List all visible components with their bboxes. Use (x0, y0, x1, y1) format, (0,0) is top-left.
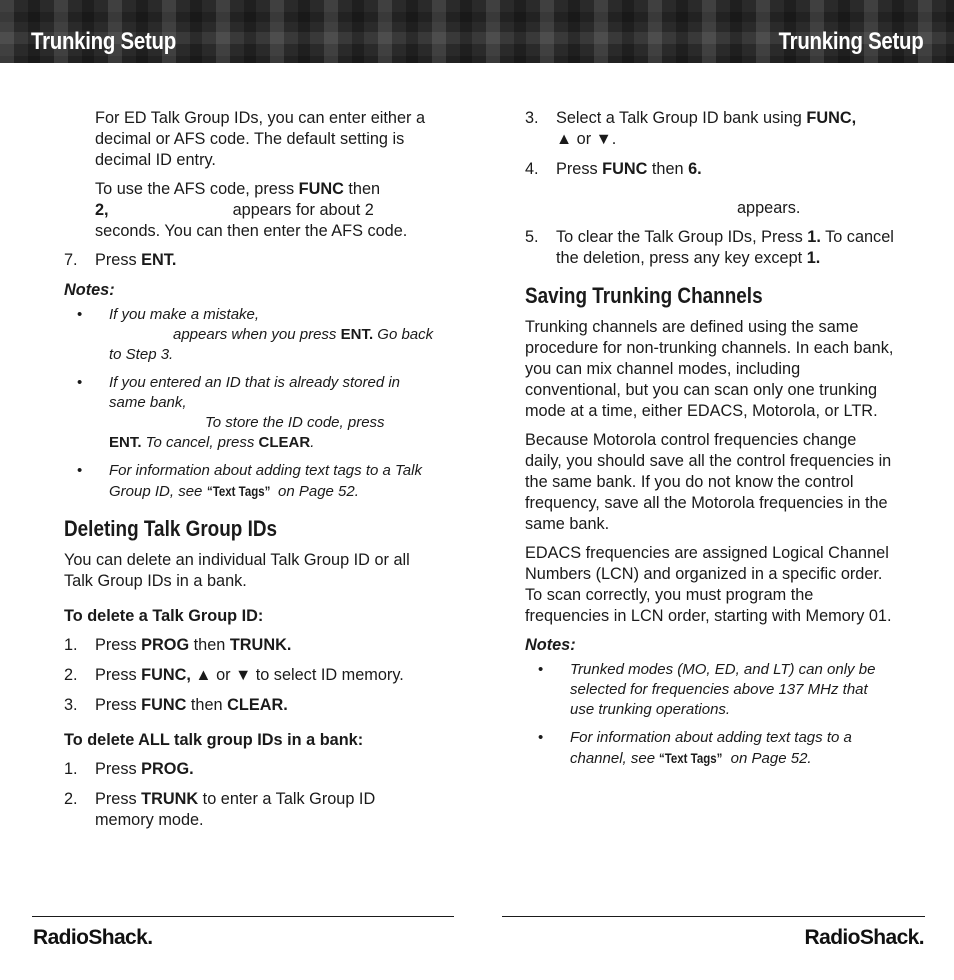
page-header-banner (0, 0, 954, 63)
note-item: • If you entered an ID that is already stored in same bank, To store the ID code, press ENT. To cancel, press CLEAR. (77, 374, 400, 451)
delete-step-3: 3. Press FUNC then CLEAR. (64, 696, 288, 714)
radioshack-logo-left: RadioShack. (33, 926, 153, 949)
left-page-title: Trunking Setup (31, 28, 176, 55)
saving-paragraph-3: EDACS frequencies are assigned Logical Channel Numbers (LCN) and organized in a specific order. To scan correctly, you must program the frequencies in LCN order, starting with Memory 01. (525, 544, 892, 625)
text-tags-reference: “Text Tags” (659, 750, 723, 766)
right-page-title: Trunking Setup (778, 28, 923, 55)
footer-divider-right (502, 916, 925, 917)
left-column (64, 108, 434, 840)
note-item: • For information about adding text tags to a channel, see “Text Tags” on Page 52. (538, 729, 852, 767)
appears-line: appears. (737, 199, 801, 217)
saving-heading: Saving Trunking Channels (525, 283, 763, 308)
delete-all-step-2: 2. Press TRUNK to enter a Talk Group ID memory mode. (64, 790, 376, 829)
delete-step-2: 2. Press FUNC, ▲ or ▼ to select ID memory. (64, 666, 404, 684)
note-item: • Trunked modes (MO, ED, and LT) can only be selected for frequencies above 137 MHz that use trunking operations. (538, 661, 876, 718)
afs-paragraph: To use the AFS code, press FUNC then 2, appears for about 2 seconds. You can then enter the AFS code. (95, 180, 408, 240)
delete-intro: You can delete an individual Talk Group ID or all Talk Group IDs in a bank. (64, 551, 410, 590)
text-tags-reference: “Text Tags” (206, 483, 270, 499)
notes-heading: Notes: (525, 636, 576, 654)
saving-paragraph-1: Trunking channels are defined using the same procedure for non-trunking channels. In each bank, you can mix channel modes, including conventional, but you can scan only one trunking mode at a time, either EDACS, Motorola, or LTR. (525, 318, 894, 420)
right-column (525, 108, 895, 777)
delete-one-subheading: To delete a Talk Group ID: (64, 607, 264, 625)
delete-all-step-5: 5. To clear the Talk Group IDs, Press 1. To cancel the deletion, press any key except 1. (525, 228, 894, 267)
delete-all-step-3: 3. Select a Talk Group ID bank using FUNC, ▲ or ▼. (525, 109, 857, 148)
saving-paragraph-2: Because Motorola control frequencies change daily, you should save all the control frequencies in the same bank. If you do not know the control frequency, save all the Motorola frequencies in the same bank. (525, 431, 892, 533)
step-7: 7. Press ENT. (64, 251, 177, 269)
note-item: • If you make a mistake, appears when you press ENT. Go back to Step 3. (77, 306, 434, 363)
delete-all-step-4: 4. Press FUNC then 6. (525, 160, 702, 178)
radioshack-logo-right: RadioShack. (804, 926, 924, 949)
delete-all-step-1: 1. Press PROG. (64, 760, 194, 778)
deleting-heading: Deleting Talk Group IDs (64, 516, 278, 541)
delete-step-1: 1. Press PROG then TRUNK. (64, 636, 292, 654)
notes-list (525, 660, 895, 769)
notes-list (64, 305, 434, 502)
notes-heading: Notes: (64, 281, 115, 299)
footer-divider-left (32, 916, 454, 917)
ed-intro-paragraph: For ED Talk Group IDs, you can enter either a decimal or AFS code. The default setting is decimal ID entry. (95, 109, 425, 169)
delete-all-subheading: To delete ALL talk group IDs in a bank: (64, 731, 364, 749)
note-item: • For information about adding text tags to a Talk Group ID, see “Text Tags” on Page 52. (77, 462, 422, 500)
